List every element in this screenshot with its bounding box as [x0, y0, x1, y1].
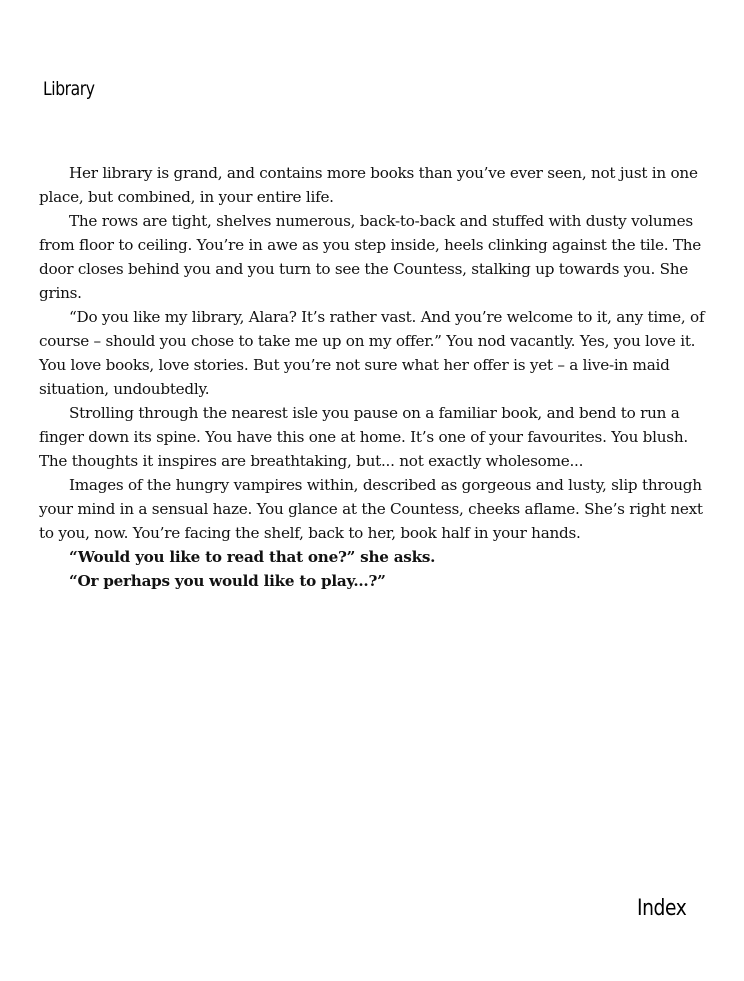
index-link[interactable]: Index — [637, 896, 687, 921]
story-text — [39, 161, 717, 593]
story-paragraph: The rows are tight, shelves numerous, back-to-back and stuffed with dusty volumes from floor to ceiling. You’re in awe as you step inside, heels clinking against the tile. The door closes behind you and you turn to see the Countess, stalking up towards you. She grins. — [39, 212, 702, 302]
story-paragraph: “Do you like my library, Alara? It’s rather vast. And you’re welcome to it, any time, of course – should you chose to take me up on my offer.” You nod vacantly. Yes, you love it. You love books, love stories. But you’re not sure what her offer is yet – a live-in maid situation, undoubtedly. — [39, 308, 705, 398]
choice-read-book[interactable]: “Would you like to read that one?” she asks. — [69, 548, 436, 566]
choice-play[interactable]: “Or perhaps you would like to play...?” — [69, 572, 386, 590]
story-paragraph: Strolling through the nearest isle you pause on a familiar book, and bend to run a finger down its spine. You have this one at home. It’s one of your favourites. You blush. The thoughts it inspires are breathtaking, but... not exactly wholesome... — [39, 404, 688, 470]
story-paragraph: Images of the hungry vampires within, described as gorgeous and lusty, slip through your mind in a sensual haze. You glance at the Countess, cheeks aflame. She’s right next to you, now. You’re facing the shelf, back to her, book half in your hands. — [39, 476, 703, 542]
story-paragraph: Her library is grand, and contains more books than you’ve ever seen, not just in one place, but combined, in your entire life. — [39, 164, 698, 206]
page-title: Library — [43, 78, 95, 100]
